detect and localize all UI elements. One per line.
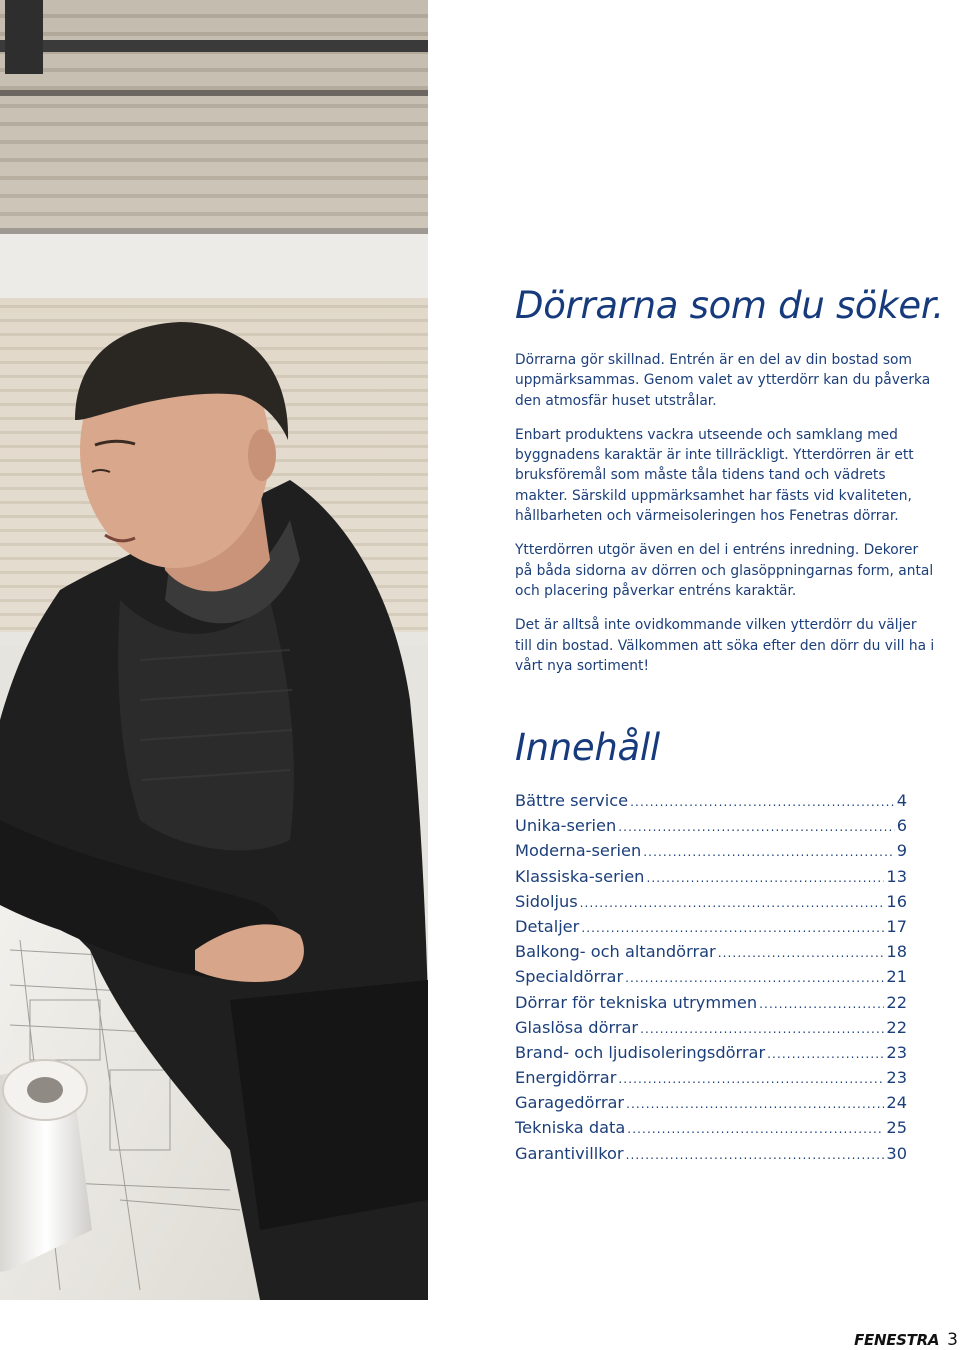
- toc-item-page: 22: [886, 992, 907, 1012]
- table-of-contents: [515, 791, 907, 1169]
- intro-paragraph: Det är alltså inte ovidkommande vilken ytterdörr du väljer till din bostad. Välkommen att söka efter den dörr du vill ha i vårt nya sortiment!: [515, 617, 935, 674]
- toc-item[interactable]: [515, 841, 907, 866]
- toc-leader: [626, 1097, 884, 1111]
- toc-item-label: Specialdörrar: [515, 967, 624, 987]
- toc-item[interactable]: [515, 967, 907, 992]
- toc-item[interactable]: [515, 1093, 907, 1118]
- toc-item[interactable]: [515, 816, 907, 841]
- page-number: 3: [947, 1330, 958, 1350]
- toc-leader: [718, 946, 885, 960]
- toc-item-page: 24: [886, 1093, 907, 1113]
- toc-leader: [580, 896, 885, 910]
- toc-item-label: Sidoljus: [515, 891, 578, 911]
- toc-item-page: 21: [886, 967, 907, 987]
- toc-item-label: Energidörrar: [515, 1068, 617, 1088]
- toc-item[interactable]: [515, 1043, 907, 1068]
- toc-leader: [627, 1122, 884, 1136]
- toc-item-label: Garantivillkor: [515, 1143, 624, 1163]
- toc-item-page: 23: [886, 1042, 907, 1062]
- page-footer: [854, 1330, 960, 1350]
- cover-photo: [0, 0, 428, 1300]
- toc-item-label: Bättre service: [515, 791, 629, 810]
- toc-item[interactable]: [515, 993, 907, 1018]
- toc-leader: [643, 845, 894, 859]
- intro-text: [515, 350, 935, 690]
- toc-leader: [759, 997, 884, 1011]
- toc-item[interactable]: [515, 867, 907, 892]
- toc-item[interactable]: [515, 791, 907, 816]
- toc-leader: [640, 1022, 884, 1036]
- toc-item[interactable]: [515, 917, 907, 942]
- toc-leader: [581, 921, 884, 935]
- toc-item[interactable]: [515, 1144, 907, 1169]
- toc-item-page: 6: [896, 816, 907, 836]
- photo-illustration: [0, 0, 428, 1300]
- toc-item-label: Detaljer: [515, 916, 580, 936]
- toc-item-label: Balkong- och altandörrar: [515, 942, 716, 962]
- intro-paragraph: Dörrarna gör skillnad. Entrén är en del av din bostad som uppmärksammas. Genom valet av ytterdörr kan du påverka den atmosfär huset utstrålar.: [515, 352, 931, 409]
- intro-paragraph: Enbart produktens vackra utseende och samklang med byggnadens karaktär är inte tillräckligt. Ytterdörren är ett bruksföremål som måste tåla tidens tand och vädrets makter. Särskild uppmärksamhet har fästs vid kvaliteten, hållbarheten och värmeisoleringen hos Fenetras dörrar.: [515, 426, 914, 525]
- toc-item-page: 23: [886, 1068, 907, 1088]
- toc-leader: [618, 820, 894, 834]
- toc-leader: [767, 1047, 884, 1061]
- toc-item-page: 17: [886, 916, 907, 936]
- toc-item-page: 25: [886, 1118, 907, 1138]
- toc-item-page: 22: [886, 1017, 907, 1037]
- toc-item-label: Moderna-serien: [515, 841, 642, 861]
- toc-item-label: Dörrar för tekniska utrymmen: [515, 992, 758, 1012]
- toc-item-label: Tekniska data: [515, 1118, 626, 1138]
- toc-item-label: Klassiska-serien: [515, 866, 645, 886]
- toc-item-page: 16: [886, 891, 907, 911]
- toc-leader: [646, 871, 884, 885]
- toc-item[interactable]: [515, 1118, 907, 1143]
- toc-item[interactable]: [515, 1018, 907, 1043]
- toc-item-page: 30: [886, 1143, 907, 1163]
- toc-leader: [626, 1148, 885, 1162]
- toc-item-page: 18: [886, 942, 907, 962]
- page-title: Dörrarna som du söker.: [515, 284, 944, 327]
- intro-paragraph: Ytterdörren utgör även en del i entréns inredning. Dekorer på båda sidorna av dörren och glasöppningarnas form, antal och placering påverkar entréns karaktär.: [515, 542, 934, 599]
- toc-item[interactable]: [515, 942, 907, 967]
- toc-item-page: 4: [896, 791, 907, 810]
- toc-leader: [630, 795, 895, 809]
- toc-leader: [618, 1072, 884, 1086]
- toc-item-label: Garagedörrar: [515, 1093, 625, 1113]
- toc-item-page: 13: [886, 866, 907, 886]
- toc-item-label: Glaslösa dörrar: [515, 1017, 639, 1037]
- toc-heading: Innehåll: [515, 726, 660, 769]
- toc-item[interactable]: [515, 1068, 907, 1093]
- toc-item-page: 9: [896, 841, 907, 861]
- brand-logo: FENESTRA: [854, 1331, 940, 1349]
- toc-item-label: Unika-serien: [515, 816, 617, 836]
- toc-item-label: Brand- och ljudisoleringsdörrar: [515, 1042, 766, 1062]
- toc-item[interactable]: [515, 892, 907, 917]
- toc-leader: [625, 971, 884, 985]
